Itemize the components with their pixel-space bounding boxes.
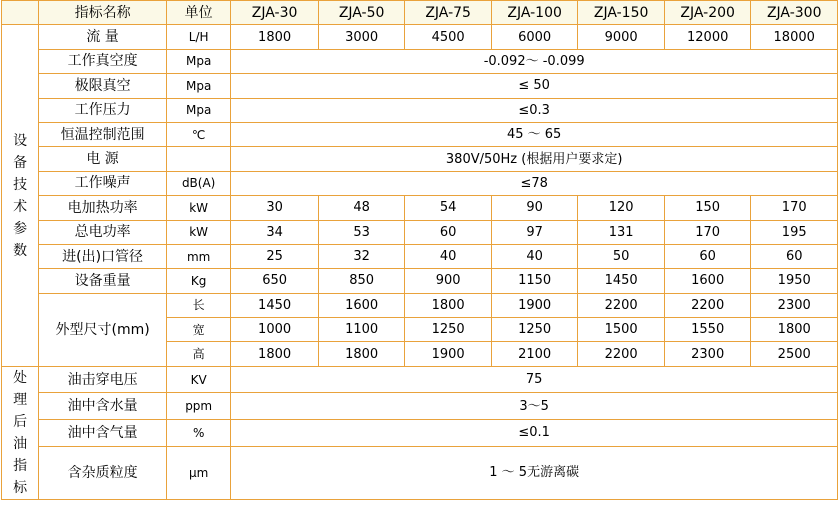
merged-value-cell: ≤0.1 (231, 419, 838, 446)
value-cell: 1100 (318, 318, 405, 342)
param-unit: dB(A) (166, 171, 230, 195)
value-cell: 2500 (751, 342, 838, 366)
value-cell: 1900 (405, 342, 492, 366)
value-cell: 1450 (231, 293, 319, 317)
value-cell: 32 (318, 244, 405, 268)
value-cell: 2200 (664, 293, 751, 317)
row-heating-power (2, 196, 838, 220)
param-unit: Mpa (166, 74, 230, 98)
value-cell: 2300 (751, 293, 838, 317)
value-cell: 2200 (578, 342, 665, 366)
row-water-content (2, 393, 838, 420)
value-cell: 18000 (751, 25, 838, 49)
row-pressure (2, 98, 838, 122)
header-model: ZJA-150 (578, 1, 665, 25)
value-cell: 4500 (405, 25, 492, 49)
value-cell: 1800 (231, 342, 319, 366)
row-gas-content (2, 419, 838, 446)
value-cell: 1600 (318, 293, 405, 317)
header-model: ZJA-100 (491, 1, 578, 25)
value-cell: 6000 (491, 25, 578, 49)
value-cell: 1950 (751, 269, 838, 293)
value-cell: 40 (405, 244, 492, 268)
param-unit: kW (166, 220, 230, 244)
param-unit: Kg (166, 269, 230, 293)
value-cell: 97 (491, 220, 578, 244)
merged-value-cell: 380V/50Hz (根据用户要求定) (231, 147, 838, 171)
value-cell: 60 (664, 244, 751, 268)
param-unit: μm (166, 446, 230, 499)
param-name: 极限真空 (39, 74, 167, 98)
spec-table (1, 0, 838, 500)
param-name: 工作真空度 (39, 49, 167, 73)
value-cell: 850 (318, 269, 405, 293)
param-name: 油击穿电压 (39, 366, 167, 393)
merged-value-cell: 1 ～ 5无游离碳 (231, 446, 838, 499)
value-cell: 9000 (578, 25, 665, 49)
row-total-power (2, 220, 838, 244)
value-cell: 1600 (664, 269, 751, 293)
header-model: ZJA-75 (405, 1, 492, 25)
merged-value-cell: 75 (231, 366, 838, 393)
value-cell: 40 (491, 244, 578, 268)
param-unit: L/H (166, 25, 230, 49)
param-name: 进(出)口管径 (39, 244, 167, 268)
merged-value-cell: 3～5 (231, 393, 838, 420)
param-unit: Mpa (166, 98, 230, 122)
dim-label: 高 (166, 342, 230, 366)
param-name: 流 量 (39, 25, 167, 49)
row-weight (2, 269, 838, 293)
row-particle-size (2, 446, 838, 499)
header-name: 指标名称 (39, 1, 167, 25)
param-name: 油中含气量 (39, 419, 167, 446)
group-equipment-label: 设 备 技 术 参 数 (2, 25, 39, 366)
header-row (2, 1, 838, 25)
value-cell: 1800 (405, 293, 492, 317)
row-noise (2, 171, 838, 195)
group-oil-label: 处 理 后 油 指 标 (2, 366, 39, 499)
value-cell: 1550 (664, 318, 751, 342)
value-cell: 131 (578, 220, 665, 244)
row-ultimate-vacuum (2, 74, 838, 98)
header-unit: 单位 (166, 1, 230, 25)
value-cell: 195 (751, 220, 838, 244)
value-cell: 1800 (318, 342, 405, 366)
dim-label: 宽 (166, 318, 230, 342)
merged-value-cell: ≤ 50 (231, 74, 838, 98)
param-unit: kW (166, 196, 230, 220)
param-name: 电 源 (39, 147, 167, 171)
param-name: 恒温控制范围 (39, 122, 167, 146)
value-cell: 1150 (491, 269, 578, 293)
value-cell: 90 (491, 196, 578, 220)
header-model: ZJA-300 (751, 1, 838, 25)
row-power-supply (2, 147, 838, 171)
param-name: 外型尺寸(mm) (39, 293, 167, 366)
param-unit: ℃ (166, 122, 230, 146)
value-cell: 170 (751, 196, 838, 220)
value-cell: 1800 (231, 25, 319, 49)
header-blank (2, 1, 39, 25)
value-cell: 53 (318, 220, 405, 244)
merged-value-cell: -0.092～ -0.099 (231, 49, 838, 73)
value-cell: 2200 (578, 293, 665, 317)
value-cell: 120 (578, 196, 665, 220)
value-cell: 2100 (491, 342, 578, 366)
value-cell: 48 (318, 196, 405, 220)
value-cell: 1250 (491, 318, 578, 342)
row-flow (2, 25, 838, 49)
param-unit: % (166, 419, 230, 446)
header-model: ZJA-50 (318, 1, 405, 25)
value-cell: 54 (405, 196, 492, 220)
value-cell: 60 (405, 220, 492, 244)
value-cell: 3000 (318, 25, 405, 49)
value-cell: 50 (578, 244, 665, 268)
merged-value-cell: ≤0.3 (231, 98, 838, 122)
param-name: 电加热功率 (39, 196, 167, 220)
value-cell: 1900 (491, 293, 578, 317)
value-cell: 25 (231, 244, 319, 268)
merged-value-cell: 45 ～ 65 (231, 122, 838, 146)
merged-value-cell: ≤78 (231, 171, 838, 195)
value-cell: 650 (231, 269, 319, 293)
value-cell: 150 (664, 196, 751, 220)
header-model: ZJA-30 (231, 1, 319, 25)
row-temperature (2, 122, 838, 146)
row-vacuum (2, 49, 838, 73)
value-cell: 12000 (664, 25, 751, 49)
value-cell: 34 (231, 220, 319, 244)
value-cell: 1000 (231, 318, 319, 342)
param-unit: Mpa (166, 49, 230, 73)
param-name: 设备重量 (39, 269, 167, 293)
param-unit: ppm (166, 393, 230, 420)
row-dims-length (2, 293, 838, 317)
param-name: 含杂质粒度 (39, 446, 167, 499)
param-name: 油中含水量 (39, 393, 167, 420)
dim-label: 长 (166, 293, 230, 317)
row-pipe-diameter (2, 244, 838, 268)
row-breakdown-voltage (2, 366, 838, 393)
value-cell: 170 (664, 220, 751, 244)
value-cell: 60 (751, 244, 838, 268)
header-model: ZJA-200 (664, 1, 751, 25)
value-cell: 1800 (751, 318, 838, 342)
param-name: 工作噪声 (39, 171, 167, 195)
param-unit: mm (166, 244, 230, 268)
value-cell: 1500 (578, 318, 665, 342)
value-cell: 900 (405, 269, 492, 293)
value-cell: 30 (231, 196, 319, 220)
param-name: 工作压力 (39, 98, 167, 122)
value-cell: 2300 (664, 342, 751, 366)
param-unit (166, 147, 230, 171)
value-cell: 1250 (405, 318, 492, 342)
param-name: 总电功率 (39, 220, 167, 244)
value-cell: 1450 (578, 269, 665, 293)
param-unit: KV (166, 366, 230, 393)
